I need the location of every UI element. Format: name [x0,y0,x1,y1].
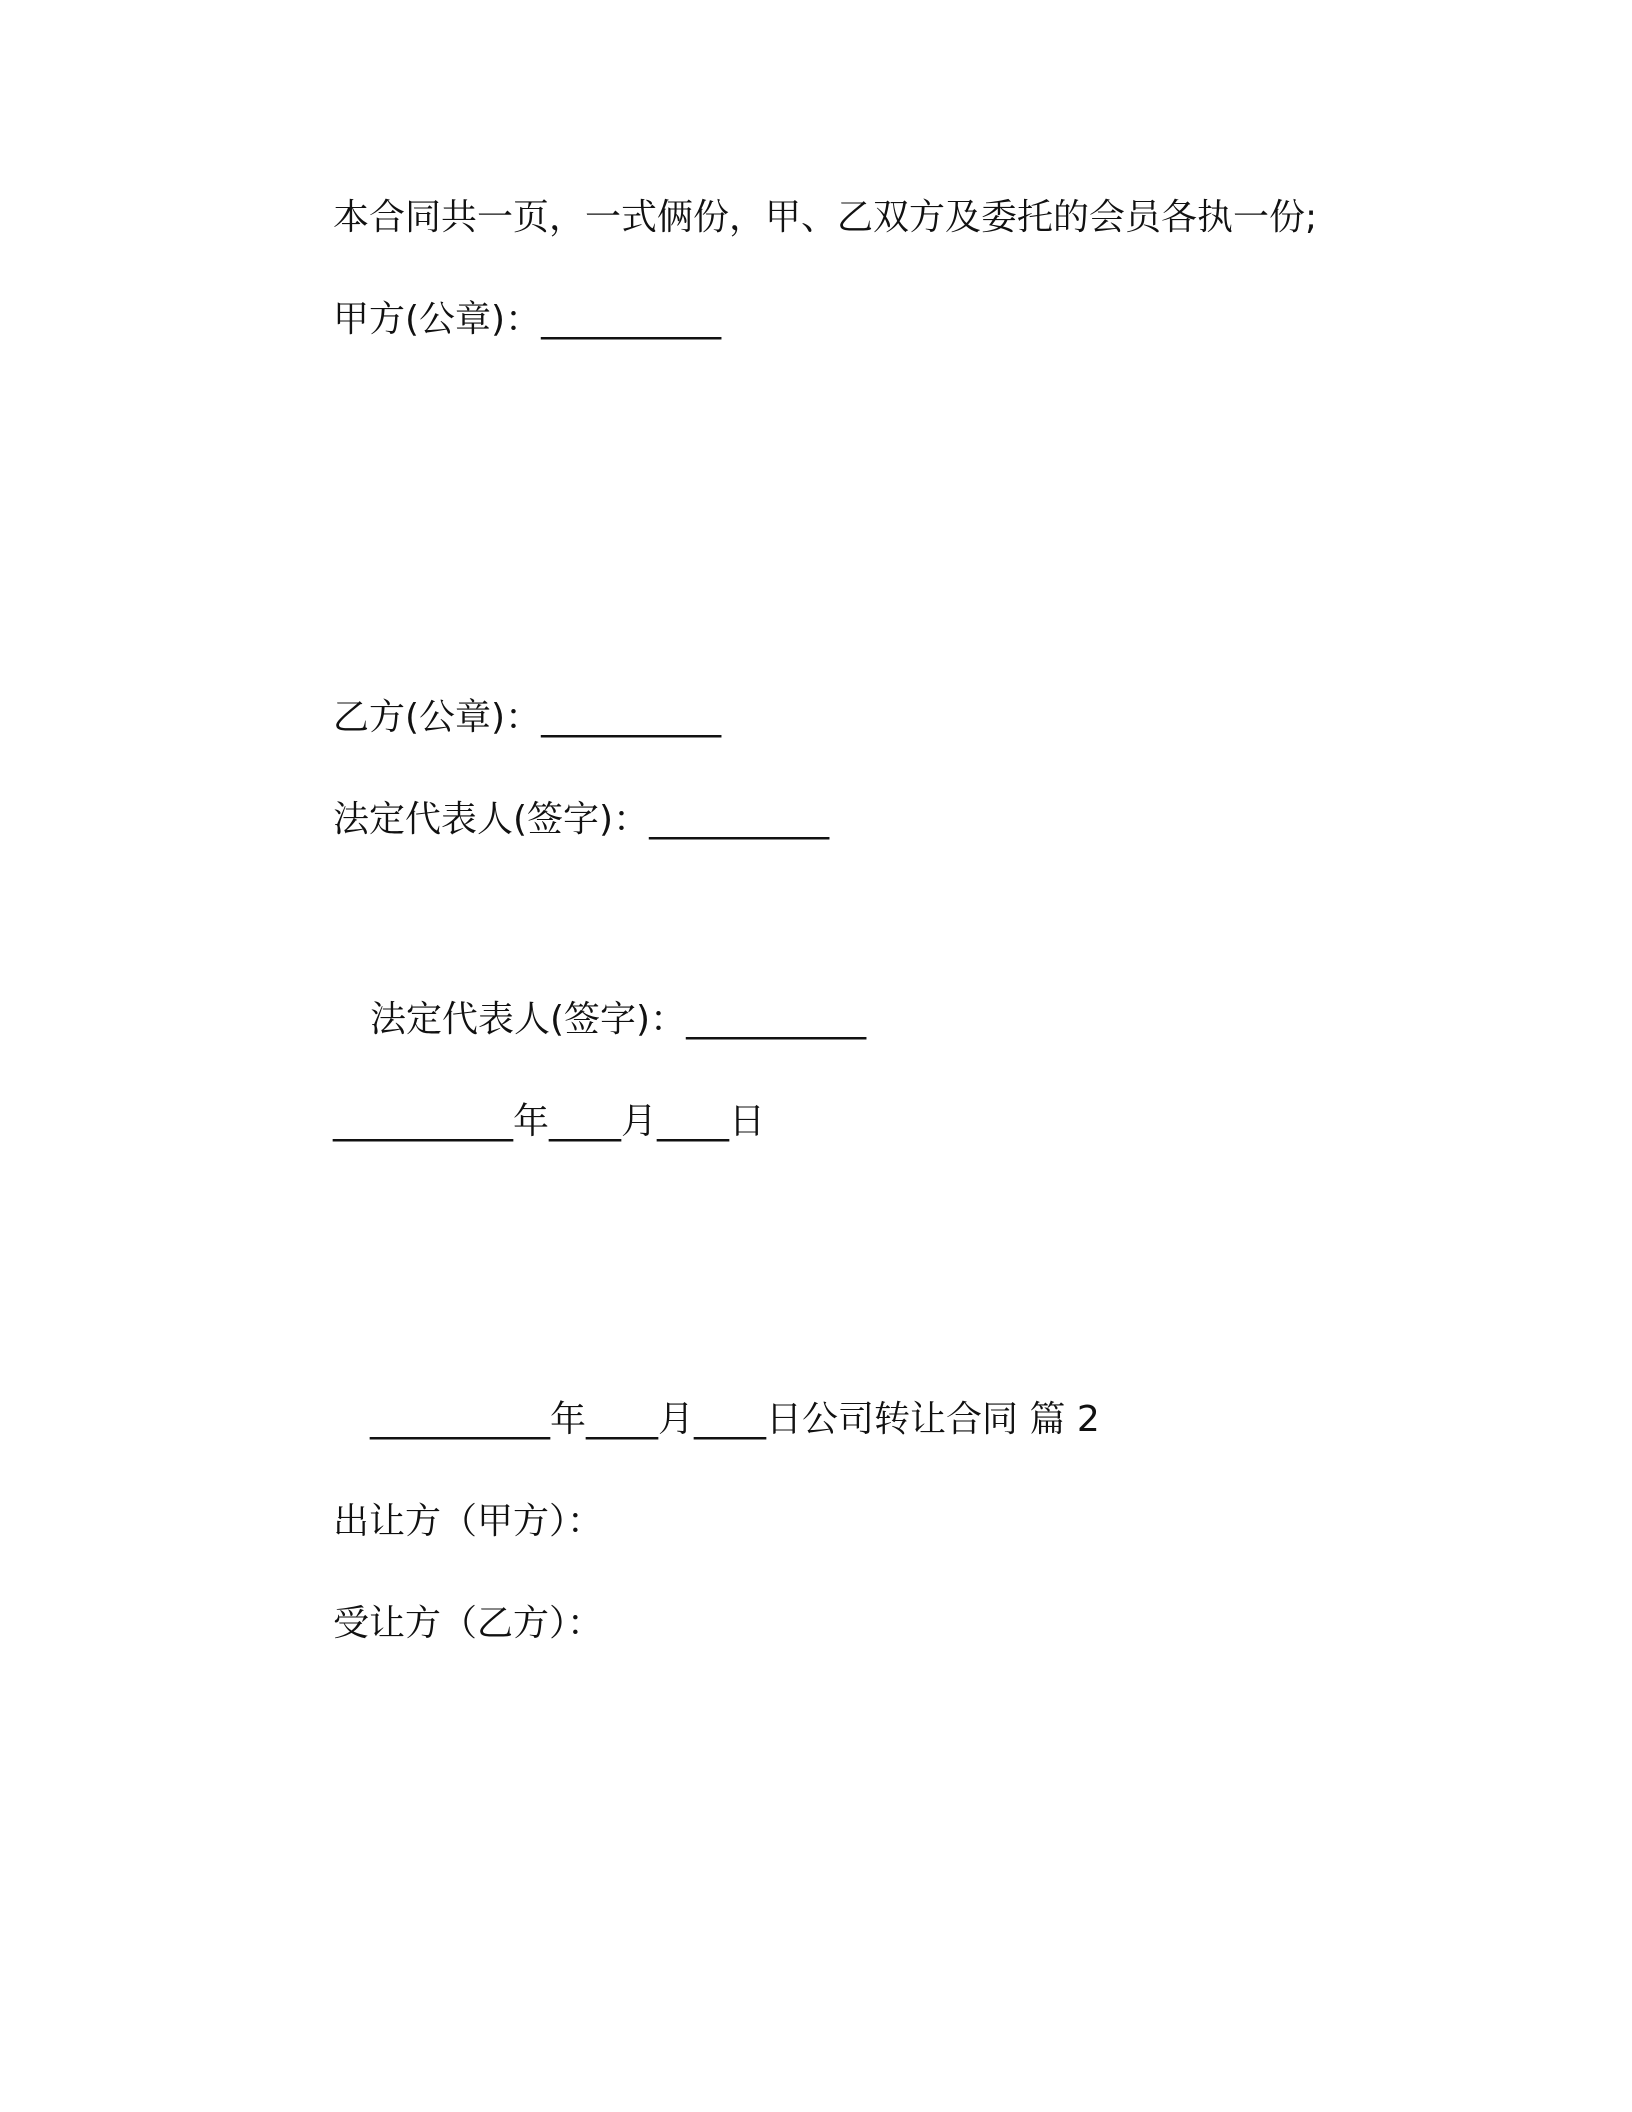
copies-clause: 本合同共一页，一式俩份，甲、乙双方及委托的会员各执一份; [333,197,1318,238]
legal-representative-signature-line-2: 法定代表人(签字)：__________ [370,999,867,1040]
party-b-seal-line: 乙方(公章)：__________ [333,697,722,738]
legal-representative-signature-line: 法定代表人(签字)：__________ [333,799,830,840]
transferor-party-label: 出让方（甲方）： [333,1501,604,1542]
contract-heading-line: __________年____月____日公司转让合同 篇 2 [370,1399,1100,1440]
party-a-seal-line: 甲方(公章)：__________ [333,299,722,340]
transferee-party-label: 受让方（乙方）： [333,1603,604,1644]
date-line: __________年____月____日 [333,1101,765,1142]
